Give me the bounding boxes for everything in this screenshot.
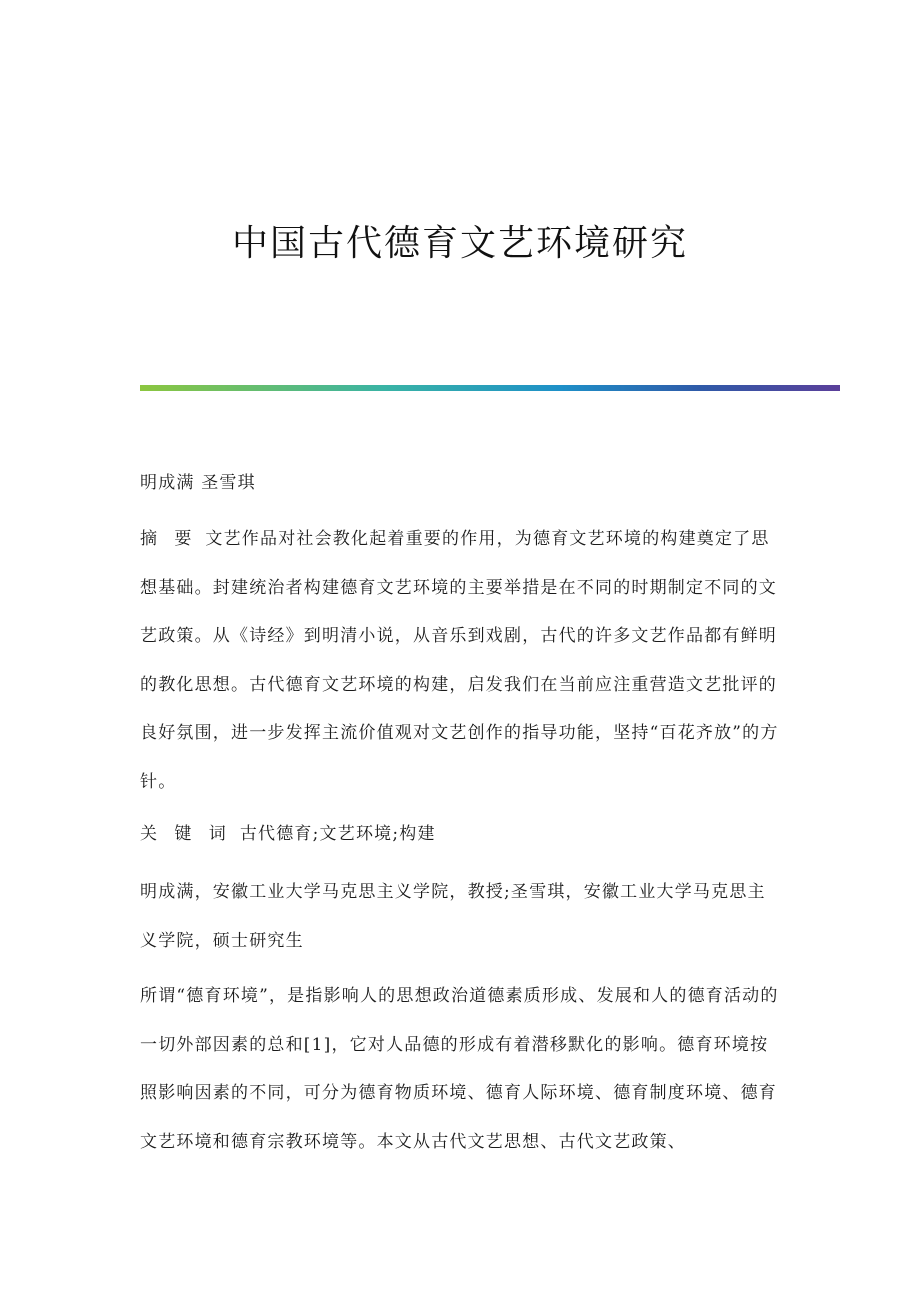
abstract-paragraph: [140, 515, 780, 807]
gradient-divider: [140, 385, 840, 391]
body-paragraph: 所谓“德育环境”，是指影响人的思想政治道德素质形成、发展和人的德育活动的一切外部因素的总和[1]，它对人品德的形成有着潜移默化的影响。德育环境按照影响因素的不同，可分为德育物质环境、德育人际环境、德育制度环境、德育文艺环境和德育宗教环境等。本文从古代文艺思想、古代文艺政策、: [140, 986, 779, 1152]
affiliation-paragraph: 明成满，安徽工业大学马克思主义学院，教授;圣雪琪，安徽工业大学马克思主义学院，硕士研究生: [140, 882, 766, 951]
keywords-label: 关 键 词: [140, 824, 232, 844]
document-title: 中国古代德育文艺环境研究: [231, 223, 688, 264]
authors-line: 明成满 圣雪琪: [140, 473, 256, 493]
keywords-line: [140, 810, 780, 859]
abstract-text: 文艺作品对社会教化起着重要的作用，为德育文艺环境的构建奠定了思想基础。封建统治者构建德育文艺环境的主要举措是在不同的时期制定不同的文艺政策。从《诗经》到明清小说，从音乐到戏剧，古代的许多文艺作品都有鲜明的教化思想。古代德育文艺环境的构建，启发我们在当前应注重营造文艺批评的良好氛围，进一步发挥主流价值观对文艺创作的指导功能，坚持“百花齐放”的方针。: [140, 529, 779, 792]
keywords-text: 古代德育;文艺环境;构建: [239, 824, 436, 844]
abstract-label: 摘 要: [140, 529, 198, 549]
